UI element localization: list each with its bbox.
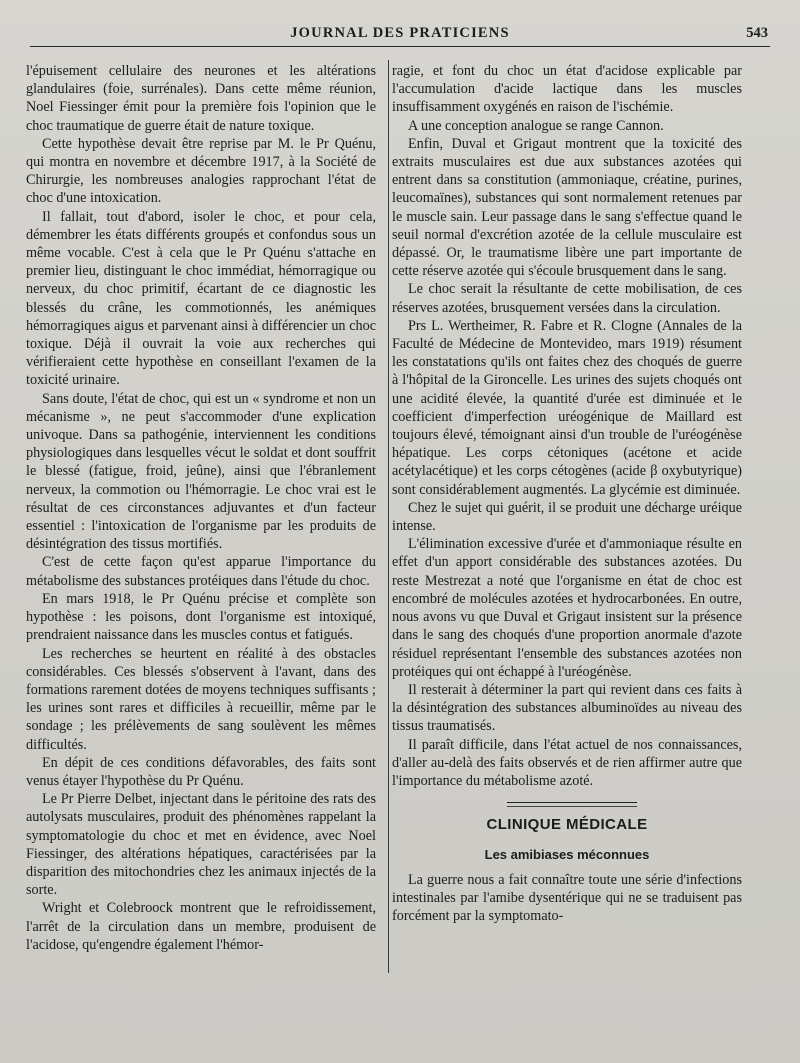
paragraph: Le choc serait la résultante de cette mobilisation, de ces réserves azotées, brusquement versées dans la circulation. xyxy=(392,281,742,316)
paragraph: En mars 1918, le Pr Quénu précise et complète son hypothèse : les poisons, dont l'organisme est intoxiqué, prendraient naissance dans les muscles contus et fatigués. xyxy=(26,590,376,644)
paragraph: Prs L. Wertheimer, R. Fabre et R. Clogne (Annales de la Faculté de Médecine de Montevideo, mars 1919) résument les constatations qu'ils ont faites chez des choqués de guerre à l'hôpital de la Gironcelle. Les urines des sujets choqués ont une acidité élevée, la quantité d'urée est diminuée et le coefficient d'imperfection uréogénique de Maillard est toujours élevé, témoignant ainsi d'un trouble de l'uréogénèse hépatique. Les corps cétoniques (acétone et acide acétylacétique) et les corps cétogènes (acide β oxybutyrique) sont considérablement augmentés. La glycémie est diminuée. xyxy=(392,317,742,498)
paragraph: Le Pr Pierre Delbet, injectant dans le péritoine des rats des autolysats musculaires, produit des phénomènes rappelant la symptomatologie du choc et met en évidence, avec Noel Fiessinger, des altérations hépatiques, caractérisées par la disparition des mitochondries chez les animaux injectés de la sorte. xyxy=(26,791,376,899)
paragraph: Chez le sujet qui guérit, il se produit une décharge uréique intense. xyxy=(392,499,742,535)
paragraph: Il fallait, tout d'abord, isoler le choc, et pour cela, démembrer les états différents groupés et confondus sous un même vocable. C'est à cela que le Pr Quénu s'attache en premier lieu, distinguant le choc immédiat, hémorragique ou nerveux, du choc primitif, écartant de ce diagnostic les blessés du crâne, les commotionnés, les anémiques hémorragiques aigus et parvenant ainsi à différencier un choc toxique. Déjà il ouvrait la voie aux recherches qui vérifieraient cette hypothèse en conseillant l'examen de la toxicité urinaire. xyxy=(26,208,376,389)
page-number: 543 xyxy=(746,25,768,41)
rule-thin xyxy=(507,806,637,807)
section-heading: CLINIQUE MÉDICALE xyxy=(486,816,648,834)
page-header xyxy=(30,22,770,47)
paragraph: La guerre nous a fait connaître toute une série d'infections intestinales par l'amibe dysentérique qui ne se traduisent pas forcément par la symptomato- xyxy=(392,871,742,924)
paragraph: L'élimination excessive d'urée et d'ammoniaque résulte en effet d'un apport considérable des substances azotées. Du reste Mestrezat a noté que l'organisme en état de choc est encombré de molécules azotées et hydrocarbonées. En outre, nous avons vu que Duval et Grigaut insistent sur la présence dans le sang des choqués d'une proportion anormale d'azote résiduel représentant l'ensemble des substances azotées non protéiques qui ont échappé à l'uréogénèse. xyxy=(392,536,742,680)
paragraph: Wright et Colebroock montrent que le refroidissement, l'arrêt de la circulation dans un membre, produisent de l'acidose, qu'engendre également l'hémor- xyxy=(26,900,376,953)
journal-title: JOURNAL DES PRATICIENS xyxy=(290,25,510,41)
column-divider xyxy=(388,60,389,973)
paragraph: ragie, et font du choc un état d'acidose explicable par l'accumulation d'acide lactique dans les muscles insuffisamment oxygénés en raison de l'ischémie. xyxy=(392,63,742,116)
paragraph: Il resterait à déterminer la part qui revient dans ces faits à la désintégration des substances albuminoïdes au niveau des tissus traumatisés. xyxy=(392,681,742,735)
rule-thick xyxy=(507,802,637,803)
paragraph: A une conception analogue se range Cannon. xyxy=(408,117,664,134)
paragraph: Enfin, Duval et Grigaut montrent que la toxicité des extraits musculaires est due aux substances azotées qui entrent dans sa constitution (ammoniaque, créatine, purines, leucomaïnes), substances qui sont normalement retenues par le muscle sain. Leur passage dans le sang s'effectue quand le seuil normal d'excrétion azotée de la cellule musculaire est dépassé. Or, le traumatisme libère une part importante de cette réserve azotée qui s'écoule brusquement dans le sang. xyxy=(392,135,742,280)
paragraph: C'est de cette façon qu'est apparue l'importance du métabolisme des substances protéiques dans l'étude du choc. xyxy=(26,554,376,589)
article-subheading: Les amibiases méconnues xyxy=(484,847,650,863)
paragraph: Cette hypothèse devait être reprise par M. le Pr Quénu, qui montra en novembre et décembre 1917, à la Société de Chirurgie, les nombreuses analogies rapprochant l'état de choc d'une intoxication. xyxy=(26,135,376,207)
right-column xyxy=(392,62,742,925)
left-column xyxy=(26,62,376,954)
paragraph: En dépit de ces conditions défavorables, des faits sont venus étayer l'hypothèse du Pr Quénu. xyxy=(26,754,376,789)
paragraph: Il paraît difficile, dans l'état actuel de nos connaissances, d'aller au-delà des faits observés et de rien affirmer autre que l'importance du métabolisme azoté. xyxy=(392,736,742,789)
section-rule xyxy=(392,800,742,810)
paragraph: Sans doute, l'état de choc, qui est un « syndrome et non un mécanisme », ne peut s'accommoder d'une explication univoque. Dans sa pathogénie, interviennent les conditions physiologiques dans lesquelles vécut le soldat et dont souffrit le blessé (fatigue, froid, jeûne), ainsi que l'ébranlement nerveux, la commotion ou l'hémorragie. Le choc vrai est le résultat de ces circonstances adjuvantes et d'un facteur essentiel : l'intoxication de l'organisme par les produits de désintégration des tissus mortifiés. xyxy=(26,390,376,553)
paragraph: l'épuisement cellulaire des neurones et les altérations glandulaires (foie, surrénales). Dans cette même réunion, Noel Fiessinger émit pour la première fois l'opinion que le choc traumatique de guerre était de nature toxique. xyxy=(26,63,376,134)
paragraph: Les recherches se heurtent en réalité à des obstacles considérables. Ces blessés s'observent à l'avant, dans des formations rarement dotées de moyens techniques suffisants ; les urines sont rares et difficiles à recueillir, même par le sondage ; les prélèvements de sang soulèvent les mêmes difficultés. xyxy=(26,645,376,753)
